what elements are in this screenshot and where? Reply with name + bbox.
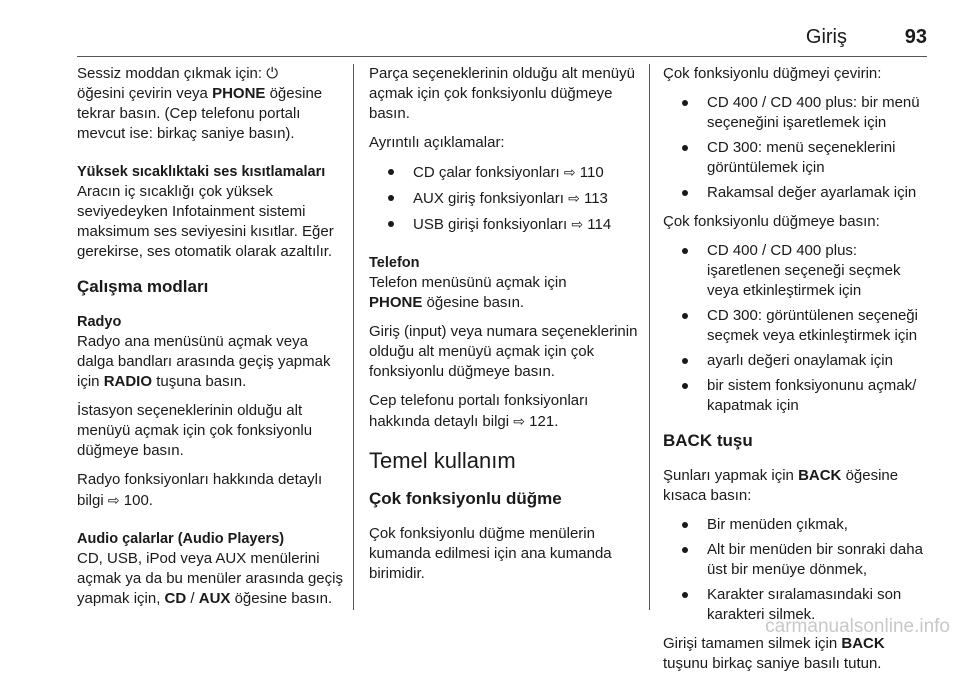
phone-key-label: PHONE bbox=[212, 85, 266, 102]
list-item: Bir menüden çıkmak, bbox=[663, 515, 931, 535]
turn-paragraph: Çok fonksiyonlu düğmeyi çevirin: bbox=[663, 65, 882, 82]
header-rule bbox=[77, 56, 927, 57]
heat-paragraph: Aracın iç sıcaklığı çok yüksek seviyedeyken Infotainment sistemi maksimum ses seviyesini kısıtlar. Eğer gerekirse, ses otomatik olarak azaltılır. bbox=[77, 183, 334, 260]
list-item: CD 400 / CD 400 plus: bir menü seçeneğini işaretlemek için bbox=[663, 93, 931, 133]
radio-more-paragraph: Radyo fonksiyonları hakkında detaylı bilgi ⇨ 100. bbox=[77, 471, 323, 509]
reference-arrow-icon: ⇨ bbox=[563, 164, 576, 180]
list-item: USB girişi fonksiyonları ⇨ 114 bbox=[369, 214, 641, 235]
reference-arrow-icon: ⇨ bbox=[513, 413, 525, 429]
page-header bbox=[77, 26, 927, 54]
press-list bbox=[663, 241, 931, 416]
column-divider-1 bbox=[353, 64, 354, 610]
list-item: ayarlı değeri onaylamak için bbox=[663, 351, 931, 371]
page-number: 93 bbox=[904, 26, 927, 48]
radio-paragraph: Radyo ana menüsünü açmak veya dalga bandları arasında geçiş yapmak için RADIO tuşuna basın. bbox=[77, 333, 331, 390]
modes-heading: Çalışma modları bbox=[77, 277, 209, 296]
column-2 bbox=[369, 64, 641, 593]
back-list bbox=[663, 515, 931, 625]
header-title: Giriş bbox=[805, 26, 847, 48]
list-item: CD 400 / CD 400 plus: işaretlenen seçeneği seçmek veya etkinleştirmek için bbox=[663, 241, 931, 301]
list-item: CD çalar fonksiyonları ⇨ 110 bbox=[369, 162, 641, 183]
list-item: bir sistem fonksiyonunu açmak/ kapatmak için bbox=[663, 376, 931, 416]
list-item: Karakter sıralamasındaki son karakteri silmek. bbox=[663, 585, 931, 625]
column-1 bbox=[77, 64, 343, 618]
list-item: CD 300: menü seçeneklerini görüntülemek için bbox=[663, 138, 931, 178]
phone-heading: Telefon bbox=[369, 255, 420, 271]
clear-paragraph: Girişi tamamen silmek için BACK tuşunu birkaç saniye basılı tutun. bbox=[663, 635, 885, 672]
column-divider-2 bbox=[649, 64, 650, 610]
list-item: Rakamsal değer ayarlamak için bbox=[663, 183, 931, 203]
portal-paragraph: Cep telefonu portalı fonksiyonları hakkında detaylı bilgi ⇨ 121. bbox=[369, 392, 589, 430]
detail-list bbox=[369, 162, 641, 235]
column-3 bbox=[663, 64, 931, 683]
reference-arrow-icon: ⇨ bbox=[107, 492, 120, 508]
reference-arrow-icon: ⇨ bbox=[571, 216, 584, 232]
station-paragraph: İstasyon seçeneklerinin olduğu alt menüyü açmak için çok fonksiyonlu düğmeye basın. bbox=[77, 402, 313, 459]
multi-knob-heading: Çok fonksiyonlu düğme bbox=[369, 489, 562, 508]
power-icon: ⏻ bbox=[266, 65, 279, 82]
watermark: carmanualsonline.info bbox=[765, 616, 950, 637]
basic-use-heading: Temel kullanım bbox=[369, 448, 516, 473]
list-item: CD 300: görüntülenen seçeneği seçmek veya etkinleştirmek için bbox=[663, 306, 931, 346]
reference-arrow-icon: ⇨ bbox=[568, 190, 580, 206]
list-item: Alt bir menüden bir sonraki daha üst bir menüye dönmek, bbox=[663, 540, 931, 580]
radio-heading: Radyo bbox=[77, 314, 122, 330]
list-item: AUX giriş fonksiyonları ⇨ 113 bbox=[369, 188, 641, 209]
back-paragraph: Şunları yapmak için BACK öğesine kısaca basın: bbox=[663, 467, 899, 504]
multi-knob-paragraph: Çok fonksiyonlu düğme menülerin kumanda edilmesi için ana kumanda birimidir. bbox=[369, 525, 612, 582]
detail-paragraph: Ayrıntılı açıklamalar: bbox=[369, 134, 505, 151]
audio-paragraph: CD, USB, iPod veya AUX menülerini açmak ya da bu menüler arasında geçiş yapmak için, CD / AUX öğesine basın. bbox=[77, 550, 343, 607]
input-paragraph: Giriş (input) veya numara seçeneklerinin olduğu alt menüyü açmak için çok fonksiyonlu düğmeye basın. bbox=[369, 323, 638, 380]
phone-paragraph: Telefon menüsünü açmak için PHONE öğesine basın. bbox=[369, 274, 567, 311]
press-paragraph: Çok fonksiyonlu düğmeye basın: bbox=[663, 213, 880, 230]
mute-paragraph: Sessiz moddan çıkmak için: ⏻ öğesini çevirin veya PHONE öğesine tekrar basın. (Cep telefonu portalı mevcut ise: birkaç saniye basın). bbox=[77, 65, 323, 142]
heat-heading: Yüksek sıcaklıktaki ses kısıtlamaları bbox=[77, 164, 326, 180]
audio-heading: Audio çalarlar (Audio Players) bbox=[77, 531, 285, 547]
track-paragraph: Parça seçeneklerinin olduğu alt menüyü açmak için çok fonksiyonlu düğmeye basın. bbox=[369, 65, 635, 122]
turn-list bbox=[663, 93, 931, 203]
back-heading: BACK tuşu bbox=[663, 431, 753, 450]
